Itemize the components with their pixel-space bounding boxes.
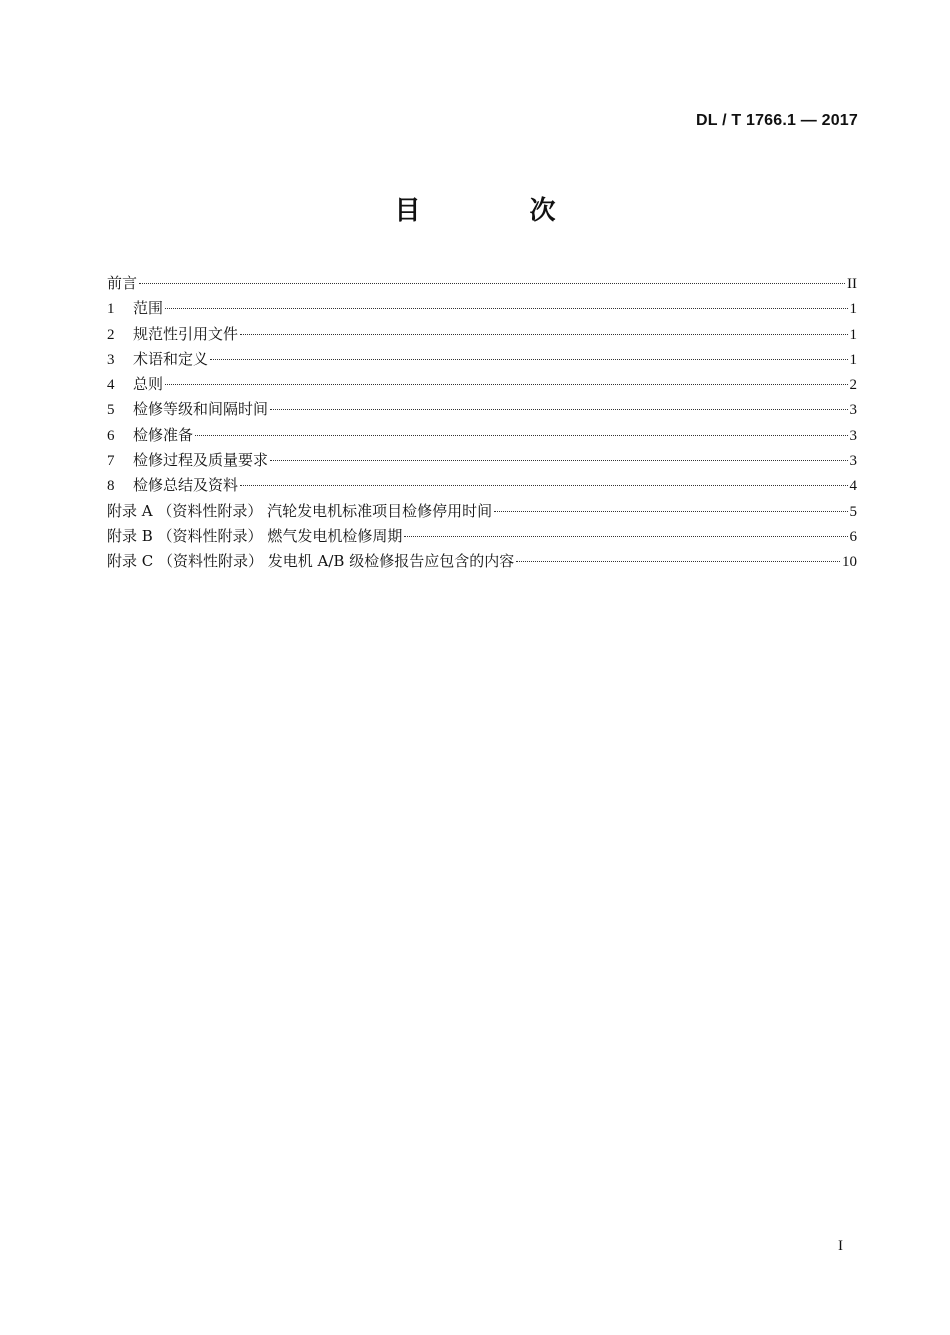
toc-entry-label: 检修等级和间隔时间 <box>133 400 269 419</box>
toc-entry-label: 术语和定义 <box>133 349 209 368</box>
toc-entry-number: 1 <box>107 301 115 318</box>
toc-entry-number: 7 <box>107 453 115 470</box>
toc-entry-2[interactable] <box>107 323 857 348</box>
toc-entry-page: 1 <box>849 301 857 318</box>
toc-entry-appendix-c[interactable] <box>107 550 857 575</box>
toc-entry-number: 2 <box>107 326 115 343</box>
toc-entry-number: 6 <box>107 427 115 444</box>
toc-entry-label: 总则 <box>133 375 164 394</box>
page-number: I <box>838 1238 843 1254</box>
toc-entry-label: 前言 <box>107 274 138 292</box>
toc-leader-dots <box>139 283 845 284</box>
toc-entry-appendix-a[interactable] <box>107 500 857 525</box>
toc-entry-label: 附录 B （资料性附录） 燃气发电机检修周期 <box>107 526 403 545</box>
toc-leader-dots <box>165 308 847 309</box>
toc-entry-foreword[interactable] <box>107 272 857 297</box>
toc-entry-7[interactable] <box>107 449 857 474</box>
toc-leader-dots <box>404 536 847 537</box>
toc-entry-page: 10 <box>842 554 857 571</box>
toc-entry-page: 1 <box>849 326 857 343</box>
toc-entry-1[interactable] <box>107 297 857 322</box>
toc-entry-label: 附录 A （资料性附录） 汽轮发电机标准项目检修停用时间 <box>107 501 493 520</box>
toc-entry-8[interactable] <box>107 474 857 499</box>
toc-entry-number: 4 <box>107 377 115 394</box>
toc-leader-dots <box>494 511 847 512</box>
toc-entry-number: 8 <box>107 478 115 495</box>
toc-entry-page: 5 <box>849 503 857 520</box>
toc-leader-dots <box>165 384 847 385</box>
toc-entry-6[interactable] <box>107 424 857 449</box>
toc-entry-label: 检修总结及资料 <box>133 476 239 495</box>
toc-title: 目 次 <box>394 196 606 226</box>
toc-entry-label: 范围 <box>133 299 164 318</box>
table-of-contents <box>107 272 857 576</box>
toc-entry-page: 3 <box>849 402 857 419</box>
toc-leader-dots <box>270 409 847 410</box>
toc-entry-page: 2 <box>849 377 857 394</box>
toc-entry-label: 检修准备 <box>133 425 194 444</box>
toc-entry-page: 6 <box>849 528 857 545</box>
toc-leader-dots <box>240 485 847 486</box>
toc-leader-dots <box>270 460 847 461</box>
toc-entry-page: II <box>847 276 857 292</box>
toc-entry-page: 1 <box>849 351 857 368</box>
toc-entry-page: 4 <box>849 478 857 495</box>
toc-entry-label: 附录 C （资料性附录） 发电机 A/B 级检修报告应包含的内容 <box>107 552 515 571</box>
toc-entry-3[interactable] <box>107 348 857 373</box>
toc-leader-dots <box>210 359 847 360</box>
toc-entry-appendix-b[interactable] <box>107 525 857 550</box>
toc-entry-page: 3 <box>849 453 857 470</box>
toc-entry-page: 3 <box>849 427 857 444</box>
toc-entry-4[interactable] <box>107 373 857 398</box>
toc-entry-5[interactable] <box>107 398 857 423</box>
toc-leader-dots <box>195 435 847 436</box>
toc-entry-label: 检修过程及质量要求 <box>133 451 269 470</box>
standard-code: DL / T 1766.1 — 2017 <box>695 112 858 129</box>
toc-entry-number: 5 <box>107 402 115 419</box>
toc-leader-dots <box>516 561 840 562</box>
toc-leader-dots <box>240 334 847 335</box>
toc-entry-label: 规范性引用文件 <box>133 324 239 343</box>
toc-entry-number: 3 <box>107 351 115 368</box>
